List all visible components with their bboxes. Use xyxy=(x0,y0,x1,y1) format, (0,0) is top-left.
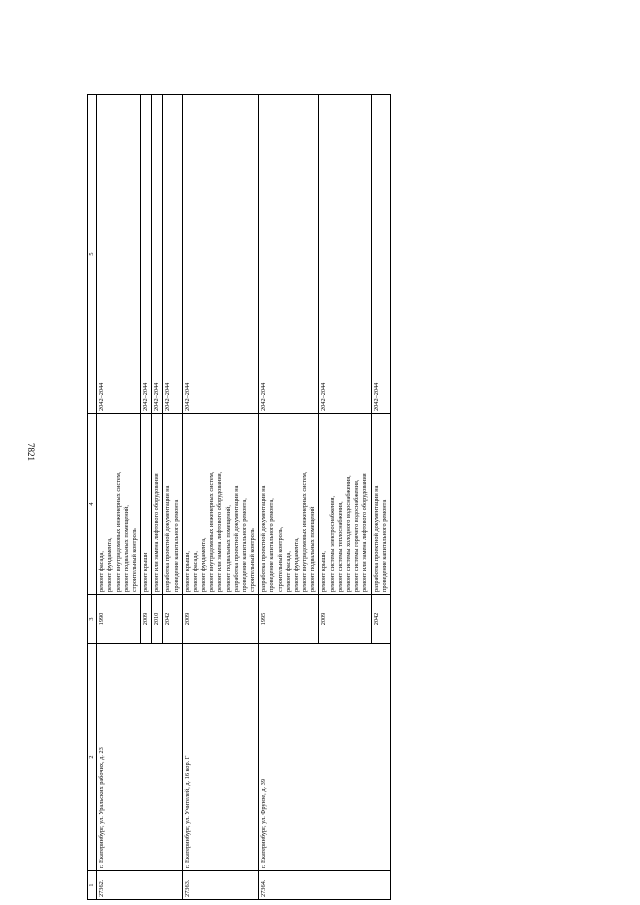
work-item: ремонт внутридомовых инженерных систем, xyxy=(301,471,309,592)
work-item: ремонт системы холодного водоснабжения, xyxy=(344,475,352,592)
works-cell xyxy=(97,414,141,595)
address-cell: г. Екатеринбург, ул. Уральских рабочих, д. 23 xyxy=(97,644,183,871)
work-item: разработка проектной документации на xyxy=(232,485,240,592)
period-cell: 2042–2044 xyxy=(97,95,141,414)
work-item: ремонт фасада, xyxy=(98,551,106,592)
work-item: строительный контроль xyxy=(130,528,138,592)
work-item: строительный контроль, xyxy=(276,526,284,592)
work-item: ремонт системы электроснабжения, xyxy=(328,495,336,592)
column-header-1: 1 xyxy=(88,871,97,900)
work-item: проведение капитального ремонта, xyxy=(268,498,276,592)
table-row xyxy=(97,95,141,900)
row-number: 27362. xyxy=(97,871,183,900)
column-header-4: 4 xyxy=(88,414,97,595)
period-cell: 2042–2044 xyxy=(152,95,163,414)
works-cell xyxy=(141,414,152,595)
works-cell xyxy=(163,414,182,595)
column-header-5: 5 xyxy=(88,95,97,414)
repair-schedule-table xyxy=(87,94,391,900)
work-item: ремонт или замена лифтового оборудования, xyxy=(216,471,224,592)
table-row xyxy=(259,95,319,900)
year-cell: 1995 xyxy=(259,595,319,644)
work-item: ремонт подвальных помещений, xyxy=(122,505,130,592)
work-item: ремонт системы горячего водоснабжения, xyxy=(353,479,361,592)
year-cell: 2010 xyxy=(152,595,163,644)
period-cell: 2042–2044 xyxy=(371,95,390,414)
works-cell xyxy=(319,414,371,595)
period-cell: 2042–2044 xyxy=(141,95,152,414)
work-item: ремонт внутридомовых инженерных систем, xyxy=(114,471,122,592)
table-row xyxy=(182,95,259,900)
works-cell xyxy=(371,414,390,595)
address-cell: г. Екатеринбург, ул. Учителей, д. 16 кор. Г xyxy=(182,644,259,871)
work-item: проведение капитального ремонта xyxy=(380,499,388,592)
work-item: ремонт системы теплоснабжения, xyxy=(336,501,344,592)
work-item: ремонт фундамента, xyxy=(200,537,208,592)
work-item: разработка проектной документации на xyxy=(260,485,268,592)
period-cell: 2042–2044 xyxy=(163,95,182,414)
address-cell: г. Екатеринбург, ул. Фрунзе, д. 39 xyxy=(259,644,391,871)
page-number: 7821 xyxy=(26,443,36,461)
period-cell: 2042–2044 xyxy=(182,95,259,414)
column-header-3: 3 xyxy=(88,595,97,644)
work-item: проведение капитального ремонта xyxy=(172,499,180,592)
work-item: разработка проектной документации на xyxy=(164,485,172,592)
work-item: ремонт подвальных помещений, xyxy=(224,505,232,592)
year-cell: 2042 xyxy=(163,595,182,644)
year-cell: 2009 xyxy=(319,595,371,644)
year-cell: 2009 xyxy=(141,595,152,644)
work-item: ремонт или замена лифтового оборудования xyxy=(153,473,161,592)
column-header-2: 2 xyxy=(88,644,97,871)
period-cell: 2042–2044 xyxy=(319,95,371,414)
year-cell: 1990 xyxy=(97,595,141,644)
table-header-row xyxy=(88,95,97,900)
work-item: ремонт фундамента, xyxy=(106,537,114,592)
work-item: ремонт подвальных помещений xyxy=(309,506,317,592)
year-cell: 2009 xyxy=(182,595,259,644)
work-item: ремонт фасада, xyxy=(191,551,199,592)
work-item: разработка проектной документации на xyxy=(372,485,380,592)
work-item: ремонт внутридомовых инженерных систем, xyxy=(208,471,216,592)
work-item: ремонт крыши xyxy=(142,552,150,592)
work-item: ремонт или замена лифтового оборудования xyxy=(361,473,369,592)
works-cell xyxy=(182,414,259,595)
work-item: ремонт крыши, xyxy=(183,550,191,592)
work-item: строительный контроль xyxy=(249,528,257,592)
work-item: ремонт крыши, xyxy=(320,550,328,592)
year-cell: 2042 xyxy=(371,595,390,644)
works-cell xyxy=(152,414,163,595)
row-number: 27364. xyxy=(259,871,391,900)
work-item: проведение капитального ремонта, xyxy=(240,498,248,592)
work-item: ремонт фундамента, xyxy=(292,537,300,592)
row-number: 27363. xyxy=(182,871,259,900)
period-cell: 2042–2044 xyxy=(259,95,319,414)
works-cell xyxy=(259,414,319,595)
work-item: ремонт фасада, xyxy=(284,551,292,592)
rotated-table-area xyxy=(87,80,640,897)
